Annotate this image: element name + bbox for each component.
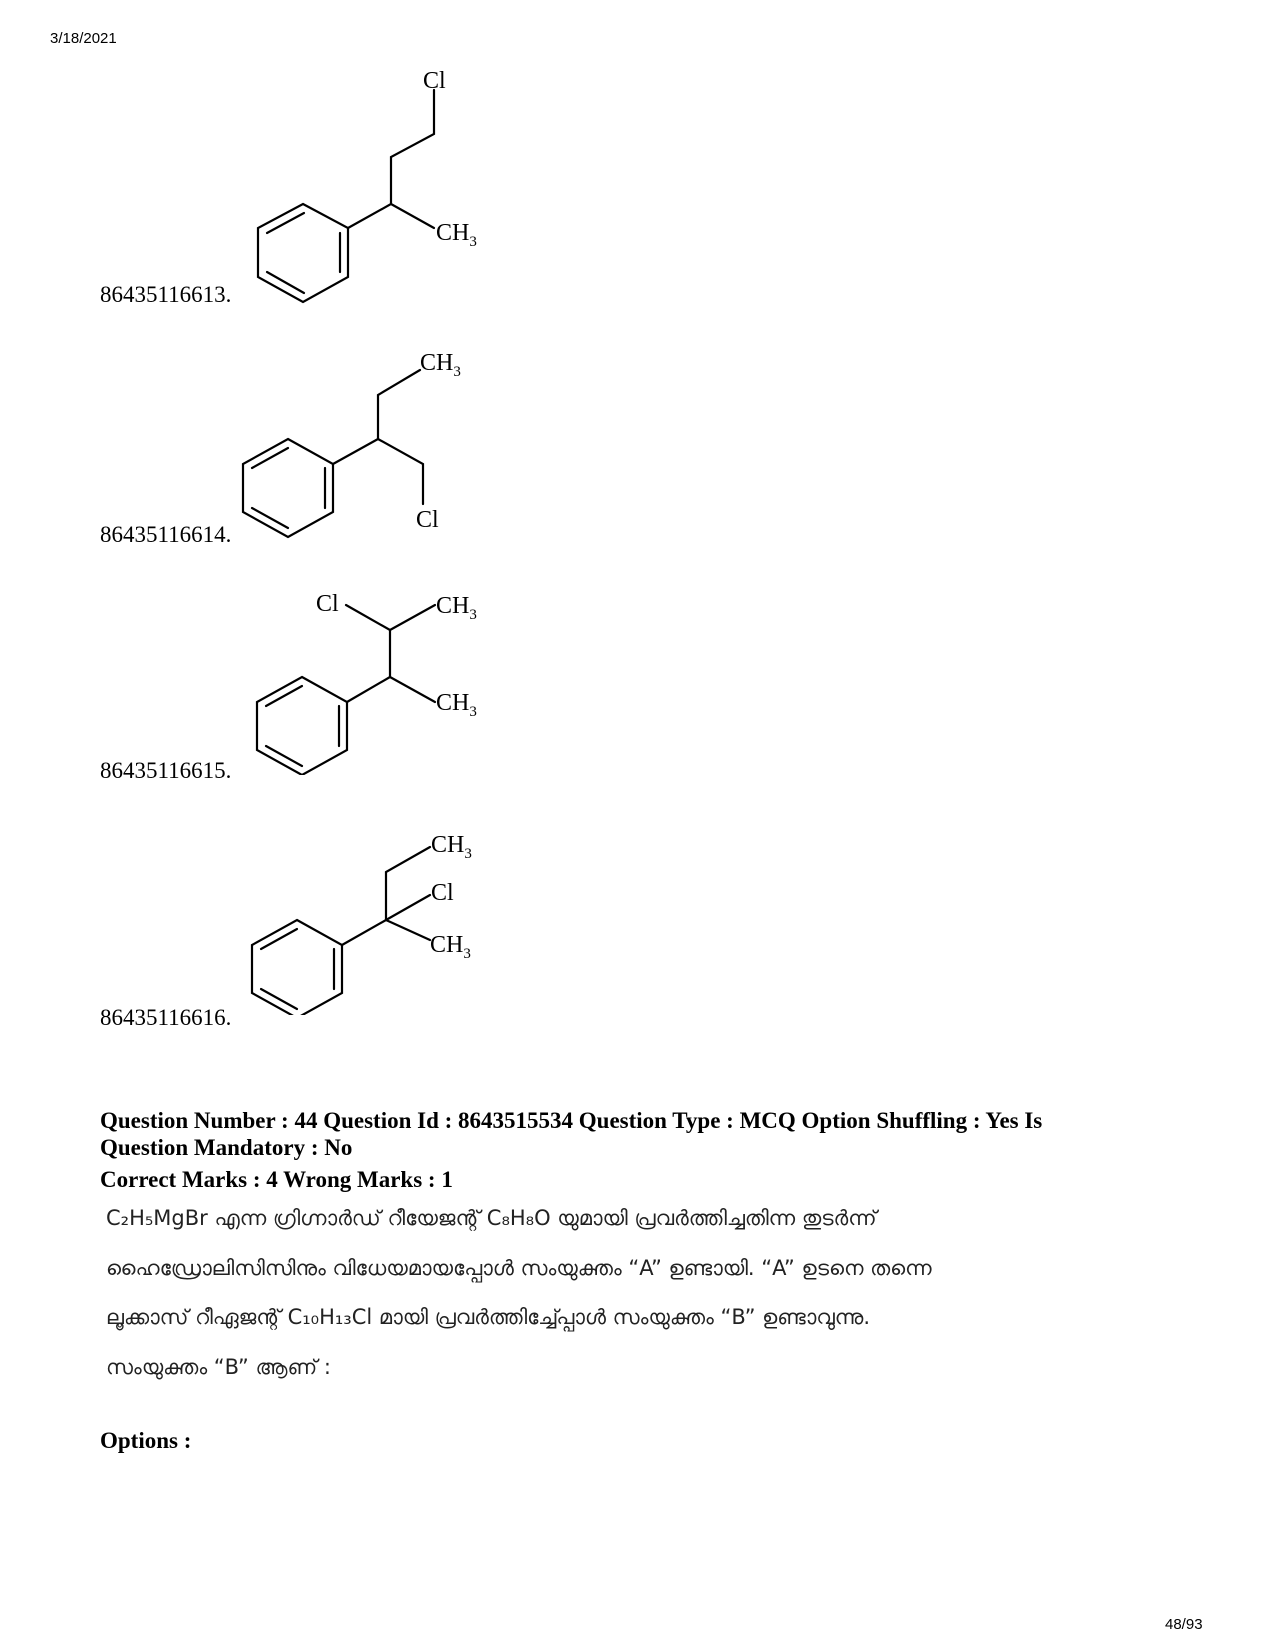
methyl-label-top: $CH_3$ [436, 593, 477, 623]
benzene-ring [243, 439, 333, 537]
question-text-line-3: ലൂക്കാസ് റീഏജന്റ് C₁₀H₁₃Cl മായി പ്രവർത്തിച്ച്പ്പോൾ സംയുക്തം “B” ഉണ്ടാവുന്നു. [106, 1305, 871, 1329]
methyl-label-top: $CH_3$ [431, 832, 472, 862]
structure-option-2 [230, 340, 510, 540]
structure-option-3 [240, 585, 520, 775]
question-text-line-2: ഹൈഡ്രോലിസിസിനും വിധേയമായപ്പോൾ സംയുക്തം “A” ഉണ്ടായി. “A” ഉടനെ തന്നെ [106, 1256, 932, 1280]
structure-option-1 [240, 62, 520, 312]
chlorine-label: Cl [416, 507, 439, 533]
benzene-ring [252, 920, 342, 1015]
question-meta-line-2: Question Mandatory : No [100, 1135, 353, 1160]
question-marks: Correct Marks : 4 Wrong Marks : 1 [100, 1167, 453, 1192]
question-meta-line-1: Question Number : 44 Question Id : 8643515534 Question Type : MCQ Option Shuffling : Yes Is [100, 1108, 1043, 1133]
page-number: 48/93 [1165, 1616, 1203, 1633]
benzene-ring [257, 677, 347, 775]
question-text-line-4: സംയുക്തം “B” ആണ് : [106, 1355, 331, 1379]
benzene-ring [258, 204, 348, 302]
chlorine-label: Cl [423, 68, 446, 94]
chlorine-label: Cl [316, 591, 339, 617]
question-text-line-1: C₂H₅MgBr എന്ന ഗ്രിഗ്നാർഡ് റീയേജന്റ് C₈H₈O യുമായി പ്രവർത്തിച്ചതിന്ന തുടർന്ന് [106, 1206, 877, 1230]
methyl-label: $CH_3$ [436, 220, 477, 250]
print-date: 3/18/2021 [50, 30, 117, 47]
option-id-1: 86435116613. [100, 282, 232, 307]
option-id-4: 86435116616. [100, 1005, 232, 1030]
methyl-label: $CH_3$ [420, 350, 461, 380]
chlorine-label: Cl [431, 880, 454, 906]
structure-option-4 [240, 825, 520, 1015]
options-heading: Options : [100, 1428, 192, 1453]
methyl-label-bottom: $CH_3$ [436, 690, 477, 720]
option-id-2: 86435116614. [100, 522, 232, 547]
methyl-label-bottom: $CH_3$ [430, 932, 471, 962]
option-id-3: 86435116615. [100, 758, 232, 783]
